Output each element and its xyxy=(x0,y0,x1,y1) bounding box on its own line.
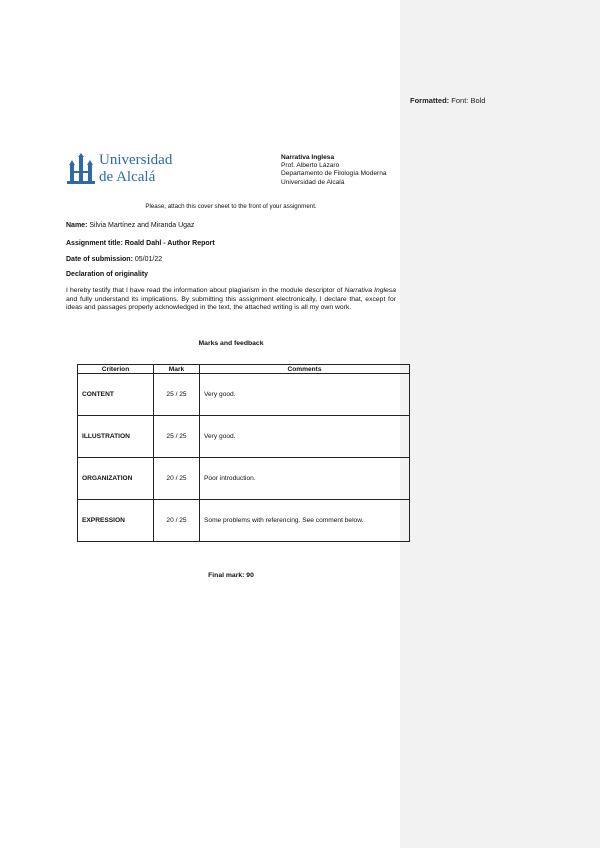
final-mark: Final mark: 90 xyxy=(208,572,254,579)
table-row xyxy=(78,500,410,542)
declaration-heading: Declaration of originality xyxy=(66,271,149,278)
university-logo xyxy=(67,151,177,187)
comment-cell: Poor introduction. xyxy=(200,458,410,500)
comment-title: Formatted: xyxy=(410,96,450,105)
comment-balloon[interactable] xyxy=(410,96,485,105)
comment-text: Font: Bold xyxy=(451,96,486,105)
table-row xyxy=(78,458,410,500)
title-value: Roald Dahl - Author Report xyxy=(124,240,215,247)
header-criterion: Criterion xyxy=(78,365,154,374)
mark-cell: 20 / 25 xyxy=(154,500,200,542)
date-label: Date of submission: xyxy=(66,256,133,263)
comment-cell: Very good. xyxy=(200,374,410,416)
name-field xyxy=(66,222,194,229)
department-name: Departamento de Filología Moderna xyxy=(281,170,387,178)
header-comments: Comments xyxy=(200,365,410,374)
criterion-cell: CONTENT xyxy=(78,374,154,416)
comment-pane xyxy=(400,0,600,848)
logo-text-line2: de Alcalá xyxy=(99,169,156,185)
comment-cell: Very good. xyxy=(200,416,410,458)
criterion-cell: ORGANIZATION xyxy=(78,458,154,500)
assignment-title-field xyxy=(66,240,215,247)
declaration-part2: and fully understand its implications. By submitting this assignment electronically, I declare that, except for ideas and passages properly acknowledged in the text, the attached writing is all my own work. xyxy=(66,295,396,312)
course-name: Narrativa Inglesa xyxy=(281,154,335,161)
declaration-course-italic: Narrativa Inglesa xyxy=(344,287,396,294)
declaration-part1: I hereby testify that I have read the information about plagiarism in the module descriptor of xyxy=(66,287,345,294)
mark-cell: 20 / 25 xyxy=(154,458,200,500)
table-row xyxy=(78,374,410,416)
name-label: Name: xyxy=(66,222,88,229)
date-value: 05/01/22 xyxy=(134,256,163,263)
marks-heading: Marks and feedback xyxy=(198,340,264,347)
declaration-text xyxy=(66,287,396,313)
criterion-cell: ILLUSTRATION xyxy=(78,416,154,458)
mark-cell: 25 / 25 xyxy=(154,416,200,458)
marks-table xyxy=(77,364,410,542)
table-header-row xyxy=(78,365,410,374)
mark-cell: 25 / 25 xyxy=(154,374,200,416)
attach-note: Please, attach this cover sheet to the front of your assignment. xyxy=(145,203,317,210)
course-header xyxy=(281,154,387,187)
university-name: Universidad de Alcalá xyxy=(281,178,345,186)
name-value: Silvia Martínez and Miranda Ugaz xyxy=(89,222,195,229)
header-mark: Mark xyxy=(154,365,200,374)
university-crest-icon xyxy=(67,153,95,185)
criterion-cell: EXPRESSION xyxy=(78,500,154,542)
table-row xyxy=(78,416,410,458)
comment-cell: Some problems with referencing. See comment below. xyxy=(200,500,410,542)
title-label: Assignment title: xyxy=(66,240,123,247)
logo-text-line1: Universidad xyxy=(99,152,173,168)
submission-date-field xyxy=(66,256,162,263)
professor-name: Prof. Alberto Lázaro xyxy=(281,162,340,170)
